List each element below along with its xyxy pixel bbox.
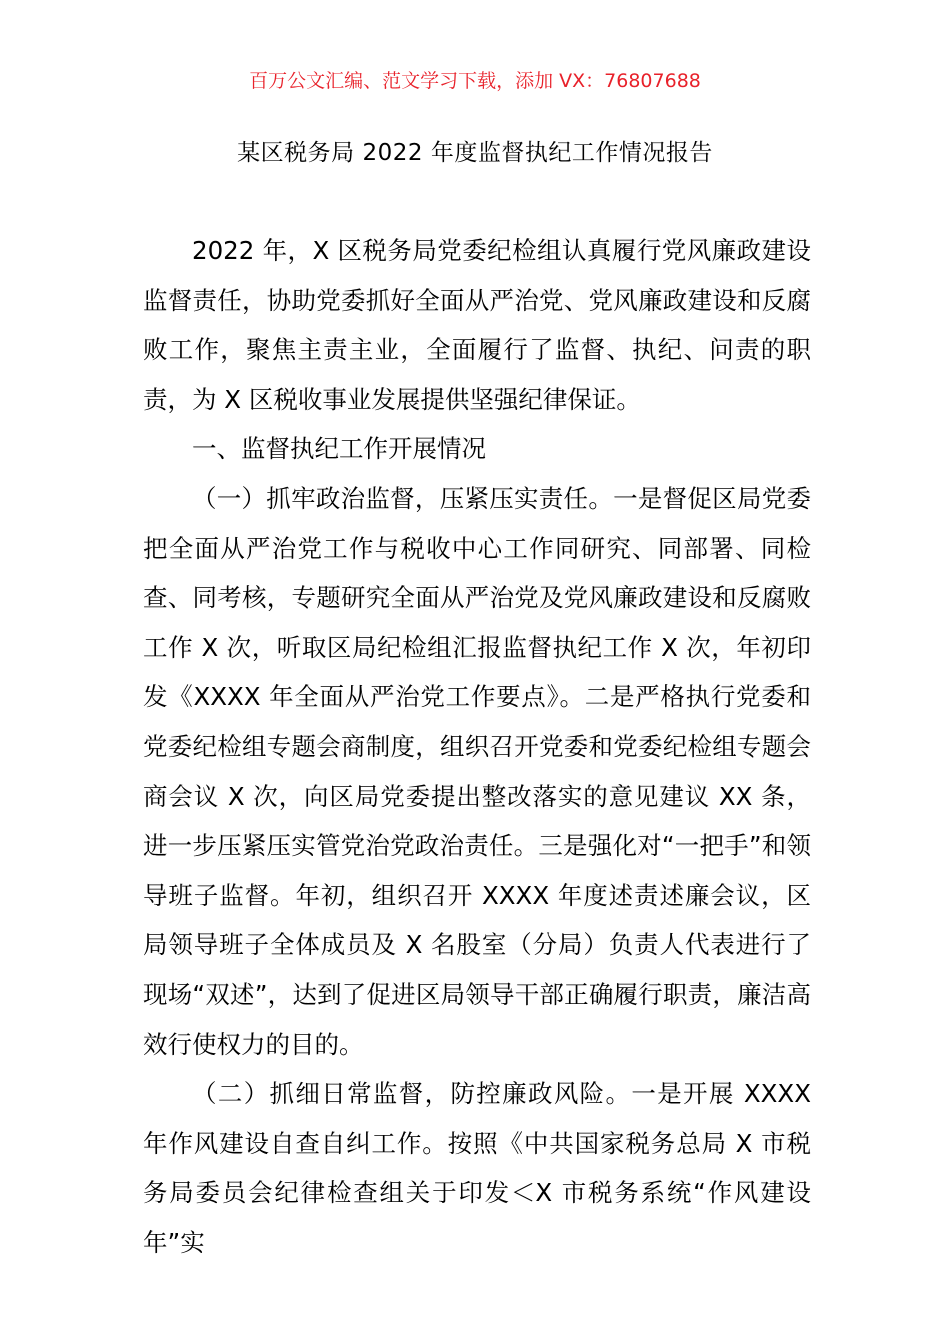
document-title: 某区税务局 2022 年度监督执纪工作情况报告 xyxy=(237,140,713,166)
paragraph-daily-supervision: （二）抓细日常监督，防控廉政风险。一是开展 XXXX 年作风建设自查自纠工作。按照《中共国家税务总局 X 市税务局委员会纪律检查组关于印发＜X 市税务系统“作风建设年”实 xyxy=(143,1079,811,1257)
paragraph-intro: 2022 年，X 区税务局党委纪检组认真履行党风廉政建设监督责任，协助党委抓好全面从严治党、党风廉政建设和反腐败工作，聚焦主责主业，全面履行了监督、执纪、问责的职责，为 X 区税收事业发展提供坚强纪律保证。 xyxy=(143,236,811,414)
paragraph-political-supervision: （一）抓牢政治监督，压紧压实责任。一是督促区局党委把全面从严治党工作与税收中心工作同研究、同部署、同检查、同考核，专题研究全面从严治党及党风廉政建设和反腐败工作 X 次，听取区局纪检组汇报监督执纪工作 X 次，年初印发《XXXX 年全面从严治党工作要点》。二是严格执行党委和党委纪检组专题会商制度，组织召开党委和党委纪检组专题会商会议 X 次，向区局党委提出整改落实的意见建议 XX 条，进一步压紧压实管党治党政治责任。三是强化对“一把手”和领导班子监督。年初，组织召开 XXXX 年度述责述廉会议，区局领导班子全体成员及 X 名股室（分局）负责人代表进行了现场“双述”，达到了促进区局领导干部正确履行职责，廉洁高效行使权力的目的。 xyxy=(143,483,811,1059)
watermark-header: 百万公文汇编、范文学习下载，添加 VX：76807688 xyxy=(249,70,701,92)
section-heading-1: 一、监督执纪工作开展情况 xyxy=(192,434,486,464)
document-body xyxy=(143,226,811,1267)
